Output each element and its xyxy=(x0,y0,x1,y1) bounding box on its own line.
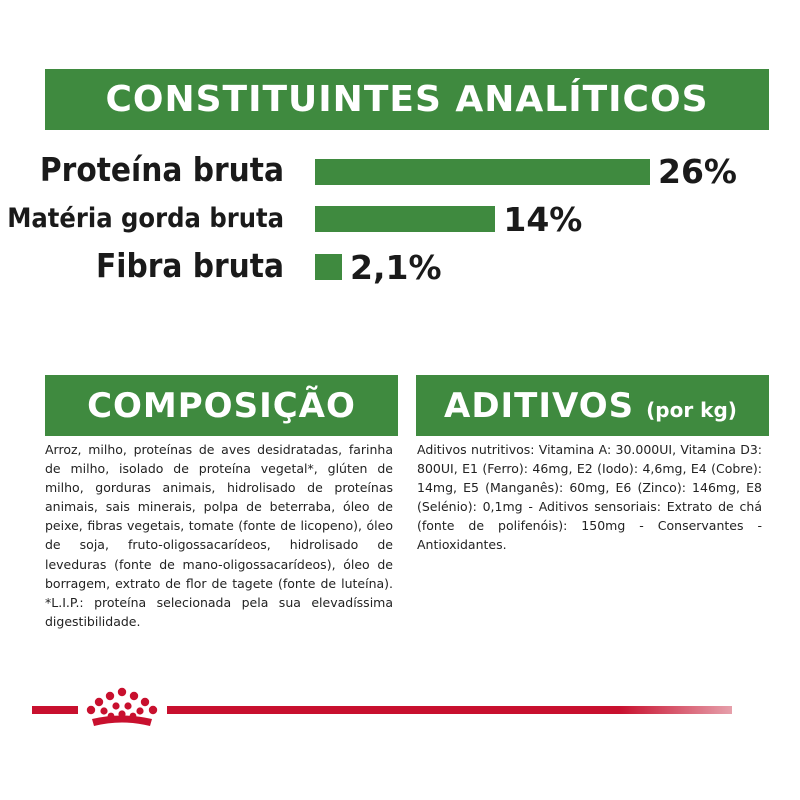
brand-line-right xyxy=(167,706,732,714)
additives-banner xyxy=(416,375,769,436)
additives-unit: (por kg) xyxy=(646,397,737,422)
fibre-value: 2,1% xyxy=(350,248,442,287)
brand-line-left xyxy=(32,706,78,714)
composition-banner xyxy=(45,375,398,436)
protein-value: 26% xyxy=(658,152,737,191)
composition-title: COMPOSIÇÃO xyxy=(87,385,356,426)
fibre-label: Fibra bruta xyxy=(96,246,284,285)
fibre-bar xyxy=(315,254,342,280)
fat-value: 14% xyxy=(503,200,583,239)
fat-label: Matéria gorda bruta xyxy=(7,203,284,234)
protein-label: Proteína bruta xyxy=(39,150,284,189)
additives-text: Aditivos nutritivos: Vitamina A: 30.000UI, Vitamina D3: 800UI, E1 (Ferro): 46mg, E2 (Iodo): 4,6mg, E4 (Cobre): 14mg, E5 (Manganês): 60mg, E6 (Zinco): 146mg, E8 (Selénio): 0,1mg - Aditivos sensoriais: Extrato de chá (fonte de polifenóis): 150mg - Conservantes - Antioxidantes. xyxy=(417,442,762,553)
protein-bar xyxy=(315,159,650,185)
analytic-constituents-banner xyxy=(45,69,769,130)
fat-bar xyxy=(315,206,495,232)
analytic-constituents-title: CONSTITUINTES ANALÍTICOS xyxy=(105,79,709,120)
crown-logo-icon xyxy=(82,686,162,728)
composition-text: Arroz, milho, proteínas de aves desidratadas, farinha de milho, isolado de proteína vegetal*, glúten de milho, gorduras animais, hidrolisado de proteínas animais, sais minerais, polpa de beterraba, óleo de peixe, fibras vegetais, tomate (fonte de licopeno), óleo de soja, fruto-oligossacarídeos, hidrolisado de leveduras (fonte de mano-oligossacarídeos), óleo de borragem, extrato de flor de tagete (fonte de luteína). *L.I.P.: proteína selecionada pela sua elevadíssima digestibilidade. xyxy=(45,442,393,629)
additives-title: ADITIVOS xyxy=(444,385,635,426)
